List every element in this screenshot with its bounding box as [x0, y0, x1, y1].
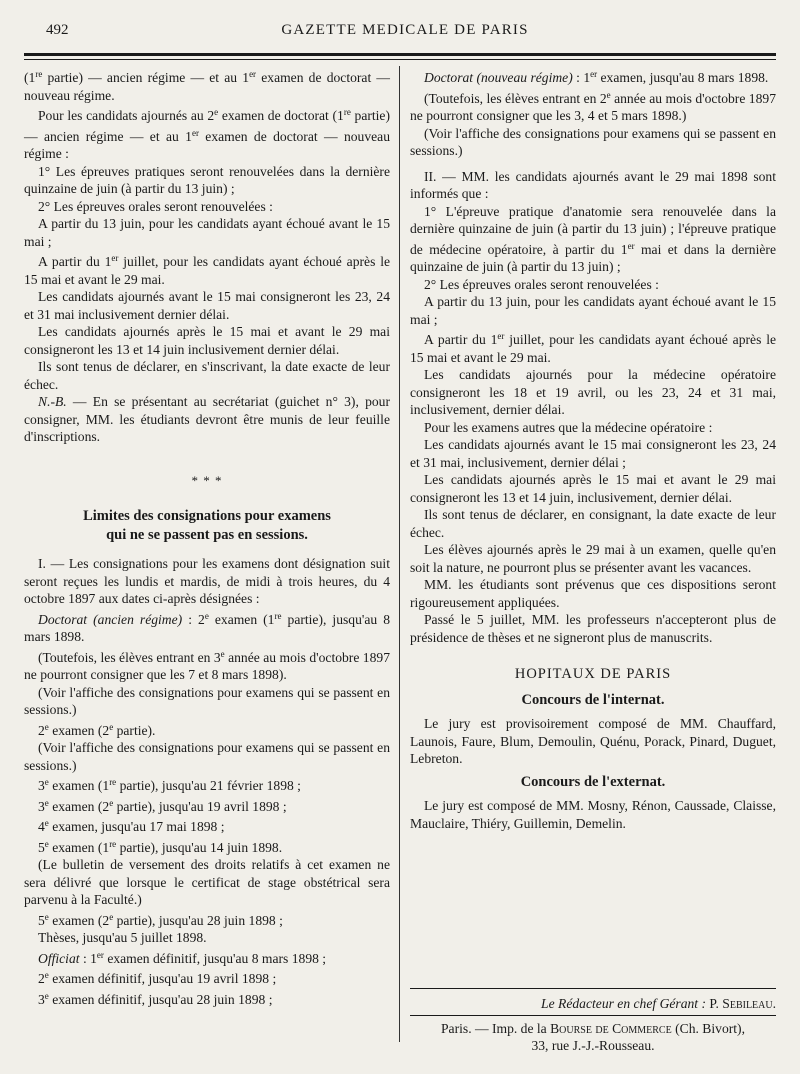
paragraph: (Voir l'affiche des consignations pour examens qui se passent en sessions.) — [410, 125, 776, 158]
paragraph: Le jury est composé de MM. Mosny, Rénon, Caussade, Claisse, Mauclaire, Thiéry, Guillemin, Demelin. — [410, 798, 776, 831]
paragraph: A partir du 13 juin, pour les candidats ayant échoué avant le 15 mai ; — [410, 294, 776, 327]
paragraph: 4e examen, jusqu'au 17 mai 1898 ; — [38, 818, 225, 834]
paragraph: Passé le 5 juillet, MM. les professeurs n'accepteront plus de présidence de thèses et ne signeront plus de manuscrits. — [410, 612, 776, 645]
paragraph: 1° L'épreuve pratique d'anatomie sera renouvelée dans la dernière quinzaine de juin (à partir du 13 juin) ; l'épreuve pratique de médecine opératoire, à partir du 1er mai et dans la dernière quinzaine de juin (à partir du 13 juin) ; — [410, 203, 776, 274]
paragraph: Les candidats ajournés après le 15 mai et avant le 29 mai consigneront les 13 et 14 juin inclusivement dernier délai. — [24, 324, 390, 357]
section-separator-stars: * * * — [191, 472, 223, 488]
paragraph: A partir du 13 juin, pour les candidats ayant échoué avant le 15 mai ; — [24, 216, 390, 249]
paragraph: MM. les étudiants sont prévenus que ces dispositions seront rigoureusement appliquées. — [410, 577, 776, 610]
paragraph: (Toutefois, les élèves entrant en 2e année au mois d'octobre 1897 ne pourront consigner que les 3, 4 et 5 mars 1898.) — [410, 89, 776, 123]
right-column — [410, 66, 776, 832]
printer-imprint: Paris. — Imp. de la Bourse de Commerce (Ch. Bivort), 33, rue J.-J.-Rousseau. — [441, 1021, 745, 1053]
paragraph: A partir du 1er juillet, pour les candidats ayant échoué après le 15 mai et avant le 29 mai. — [410, 331, 777, 365]
paragraph: Le jury est provisoirement composé de MM. Chauffard, Launois, Faure, Blum, Demoulin, Quénu, Porack, Pinard, Duguet, Lebreton. — [410, 716, 776, 766]
paragraph: 3e examen (2e partie), jusqu'au 19 avril 1898 ; — [38, 797, 287, 814]
page-header — [40, 18, 770, 46]
footer-rule-bottom — [410, 1015, 776, 1016]
paragraph: 2° Les épreuves orales seront renouvelées : — [424, 276, 659, 292]
paragraph: Les candidats ajournés avant le 15 mai consigneront les 23, 24 et 31 mai inclusivement dernier délai. — [24, 289, 390, 322]
paragraph: 5e examen (1re partie), jusqu'au 14 juin 1898. — [38, 838, 283, 855]
paragraph: (Voir l'affiche des consignations pour examens qui se passent en sessions.) — [24, 684, 390, 717]
paragraph: Les candidats ajournés après le 15 mai et avant le 29 mai consigneront les 13 et 14 juin, inclusivement, dernier délai. — [410, 472, 776, 505]
paragraph: Officiat : 1er examen définitif, jusqu'au 8 mars 1898 ; — [38, 949, 327, 966]
paragraph: Pour les candidats ajournés au 2e examen de doctorat (1re partie) — ancien régime — et au 1er examen de doctorat — nouveau régime : — [24, 107, 390, 161]
paragraph: Doctorat (ancien régime) : 2e examen (1re partie), jusqu'au 8 mars 1898. — [24, 610, 390, 644]
header-rule-thin — [24, 59, 776, 60]
paragraph: 2e examen (2e partie). — [38, 721, 156, 738]
section-heading: Limites des consignations pour examens qui ne se passent pas en sessions. — [83, 508, 331, 543]
paragraph: I. — Les consignations pour les examens dont désignation suit seront reçues les lundis et mardis, de midi à trois heures, du 4 octobre 1897 aux dates ci-après désignées : — [24, 556, 390, 606]
paragraph: Thèses, jusqu'au 5 juillet 1898. — [38, 930, 207, 945]
section-heading-hopitaux: HOPITAUX DE PARIS — [514, 666, 672, 682]
paragraph: (1re partie) — ancien régime — et au 1er examen de doctorat — nouveau régime. — [24, 69, 391, 103]
header-rule-thick — [24, 53, 776, 56]
paragraph: (Voir l'affiche des consignations pour examens qui se passent en sessions.) — [24, 740, 390, 773]
paragraph: Les élèves ajournés après le 29 mai à un examen, quelle qu'en soit la nature, ne pourront plus se présenter avant les vacances. — [410, 542, 776, 575]
paragraph: 2e examen définitif, jusqu'au 19 avril 1898 ; — [38, 970, 277, 986]
paragraph: 1° Les épreuves pratiques seront renouvelées dans la dernière quinzaine de juin (à partir du 13 juin) ; — [24, 163, 390, 196]
paragraph: Les candidats ajournés avant le 15 mai consigneront les 23, 24 et 31 mai, inclusivement, dernier délai ; — [410, 437, 776, 470]
paragraph: 2° Les épreuves orales seront renouvelées : — [38, 198, 273, 214]
column-divider — [399, 66, 400, 1042]
paragraph: II. — MM. les candidats ajournés avant le 29 mai 1898 sont informés que : — [410, 168, 776, 201]
subheading-internat: Concours de l'internat. — [521, 691, 665, 708]
paragraph: N.-B. — En se présentant au secrétariat (guichet n° 3), pour consigner, MM. les étudiants devront être munis de leur feuille d'inscriptions. — [24, 394, 390, 444]
paragraph: 3e examen définitif, jusqu'au 28 juin 1898 ; — [38, 990, 273, 1007]
paragraph: Ils sont tenus de déclarer, en consignant, la date exacte de leur échec. — [410, 507, 776, 540]
paragraph: A partir du 1er juillet, pour les candidats ayant échoué après le 15 mai et avant le 29 mai. — [24, 253, 391, 287]
page-number: 492 — [46, 22, 69, 38]
editor-line: Le Rédacteur en chef Gérant : P. Sebileau. — [541, 996, 776, 1011]
paragraph: (Toutefois, les élèves entrant en 3e année au mois d'octobre 1897 ne pourront consigner que les 7 et 8 mars 1898). — [24, 648, 390, 682]
paragraph: Pour les examens autres que la médecine opératoire : — [424, 419, 713, 435]
subheading-externat: Concours de l'externat. — [520, 773, 666, 790]
paragraph: Les candidats ajournés pour la médecine opératoire consigneront les 18 et 19 avril, ou les 23, 24 et 31 mai, inclusivement, dernier délai. — [410, 367, 776, 417]
footer-rule-top — [410, 988, 776, 989]
left-column — [24, 66, 390, 1008]
paragraph: Ils sont tenus de déclarer, en s'inscrivant, la date exacte de leur échec. — [24, 359, 390, 392]
paragraph: Doctorat (nouveau régime) : 1er examen, jusqu'au 8 mars 1898. — [424, 69, 769, 85]
paragraph: 3e examen (1re partie), jusqu'au 21 février 1898 ; — [38, 777, 301, 793]
journal-title: GAZETTE MEDICALE DE PARIS — [281, 22, 529, 38]
paragraph: (Le bulletin de versement des droits relatifs à cet examen ne sera délivré que lorsque le certificat de stage obstétrical sera parvenu à la Faculté.) — [24, 857, 390, 907]
paragraph: 5e examen (2e partie), jusqu'au 28 juin 1898 ; — [38, 911, 283, 928]
